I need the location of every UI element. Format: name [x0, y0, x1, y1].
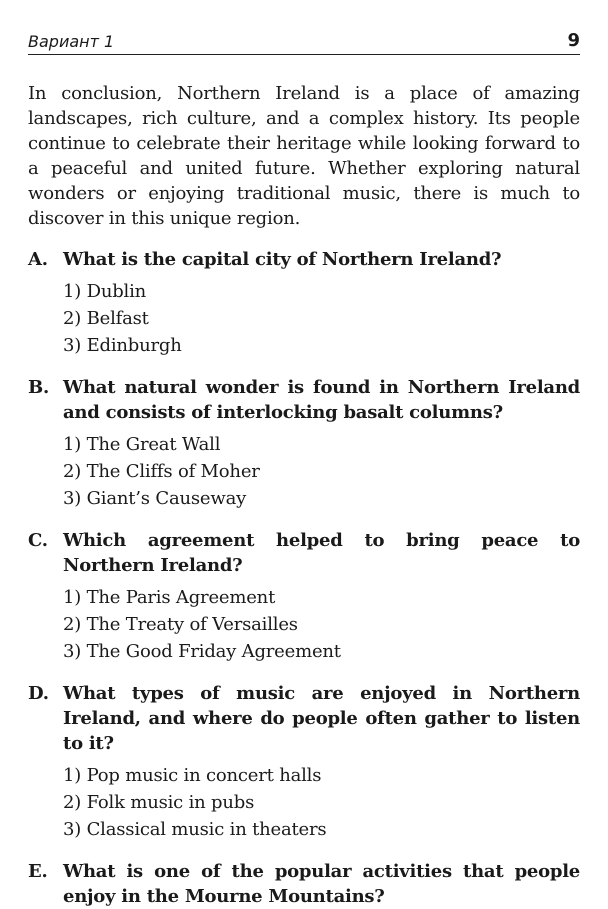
question-e	[28, 859, 580, 909]
question-e-line	[28, 859, 580, 909]
question-text: Which agreement helped to bring peace to Northern Ireland?	[63, 530, 580, 576]
option-item: 1) The Paris Agreement	[63, 587, 276, 608]
question-text: What is the capital city of Northern Ireland?	[63, 249, 502, 270]
option-item: 3) Classical music in theaters	[63, 819, 327, 840]
option-item: 1) Dublin	[63, 281, 147, 302]
page	[28, 30, 580, 909]
question-b	[28, 375, 580, 512]
question-c-line	[28, 528, 580, 578]
option-item: 1) The Great Wall	[63, 434, 221, 455]
question-letter: B.	[28, 377, 49, 398]
question-letter: A.	[28, 249, 48, 270]
question-d-line	[28, 681, 580, 756]
variant-label: Вариант 1	[28, 32, 115, 51]
page-number: 9	[567, 30, 580, 51]
option-item: 3) Giant’s Causeway	[63, 488, 247, 509]
option-list	[63, 278, 580, 359]
option-list	[63, 762, 580, 843]
question-d	[28, 681, 580, 843]
question-a	[28, 247, 580, 359]
question-letter: C.	[28, 530, 48, 551]
question-letter: D.	[28, 683, 49, 704]
question-c	[28, 528, 580, 665]
option-item: 2) Folk music in pubs	[63, 792, 255, 813]
option-item: 2) The Cliffs of Moher	[63, 461, 260, 482]
option-item: 2) The Treaty of Versailles	[63, 614, 298, 635]
option-list	[63, 584, 580, 665]
question-letter: E.	[28, 861, 48, 882]
question-a-line	[28, 247, 580, 272]
option-item: 2) Belfast	[63, 308, 149, 329]
question-text: What is one of the popular activities that people enjoy in the Mourne Mountains?	[63, 861, 580, 907]
question-text: What natural wonder is found in Northern Ireland and consists of interlocking basalt columns?	[63, 377, 580, 423]
question-b-line	[28, 375, 580, 425]
option-item: 3) The Good Friday Agreement	[63, 641, 341, 662]
page-header	[28, 30, 580, 55]
intro-paragraph: In conclusion, Northern Ireland is a place of amazing landscapes, rich culture, and a complex history. Its people continue to celebrate their heritage while looking forward to a peaceful and united future. Whether exploring natural wonders or enjoying traditional music, there is much to discover in this unique region.	[28, 83, 580, 229]
option-list	[63, 431, 580, 512]
question-text: What types of music are enjoyed in Northern Ireland, and where do people often gather to listen to it?	[63, 683, 580, 754]
option-item: 1) Pop music in concert halls	[63, 765, 322, 786]
option-item: 3) Edinburgh	[63, 335, 182, 356]
